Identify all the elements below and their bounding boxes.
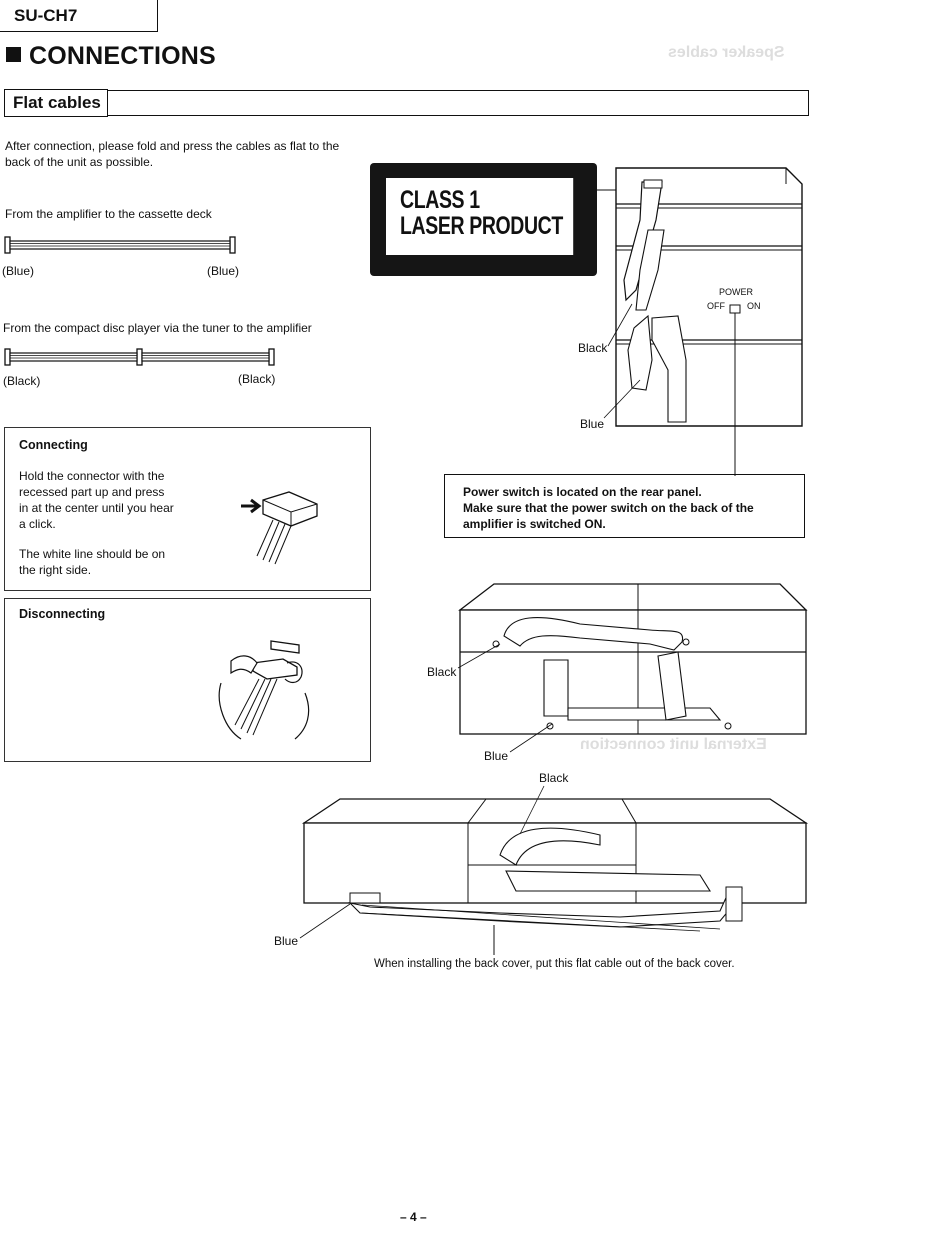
rear-black-label: Black <box>578 341 608 355</box>
middle-black-label: Black <box>427 665 457 679</box>
connecting-line: a click. <box>19 517 56 531</box>
bleed-through-speaker-cables: Speaker cables <box>668 44 785 61</box>
middle-blue-label: Blue <box>484 749 509 763</box>
intro-line-2: back of the unit as possible. <box>5 155 154 169</box>
cable1-right-label: (Blue) <box>207 264 240 278</box>
bottom-blue-label: Blue <box>274 934 299 948</box>
power-note-line: amplifier is switched ON. <box>463 517 606 531</box>
connecting-title: Connecting <box>19 438 88 452</box>
cable2-caption: From the compact disc player via the tuner to the amplifier <box>3 321 312 335</box>
connecting-note-line: The white line should be on <box>19 547 166 561</box>
power-on-label: ON <box>747 301 761 311</box>
connecting-line: in at the center until you hear <box>19 501 174 515</box>
back-cover-caption: When installing the back cover, put this flat cable out of the back cover. <box>374 958 735 970</box>
bottom-black-label: Black <box>539 771 569 785</box>
cable2-right-label: (Black) <box>238 372 276 386</box>
connecting-note-line: the right side. <box>19 563 92 577</box>
page-number: – 4 – <box>400 1210 427 1224</box>
bleed-through-external-unit: External unit connection <box>580 736 767 753</box>
power-off-label: OFF <box>707 301 725 311</box>
cable2-left-label: (Black) <box>3 374 41 388</box>
power-label: POWER <box>719 287 754 297</box>
connecting-line: recessed part up and press <box>19 485 165 499</box>
laser-class-line: CLASS 1 <box>400 186 480 214</box>
disconnecting-title: Disconnecting <box>19 607 106 621</box>
section-title-text: CONNECTIONS <box>29 42 216 70</box>
power-note-line: Power switch is located on the rear panel. <box>463 485 702 499</box>
model-number: SU-CH7 <box>0 0 158 32</box>
cable1-left-label: (Blue) <box>2 264 35 278</box>
cable1-caption: From the amplifier to the cassette deck <box>5 207 212 221</box>
laser-product-line: LASER PRODUCT <box>400 212 563 240</box>
power-note-line: Make sure that the power switch on the back of the <box>463 501 754 515</box>
connecting-line: Hold the connector with the <box>19 469 165 483</box>
subsection-title: Flat cables <box>4 89 108 117</box>
intro-line-1: After connection, please fold and press the cables as flat to the <box>5 139 340 153</box>
rear-blue-label: Blue <box>580 417 605 431</box>
